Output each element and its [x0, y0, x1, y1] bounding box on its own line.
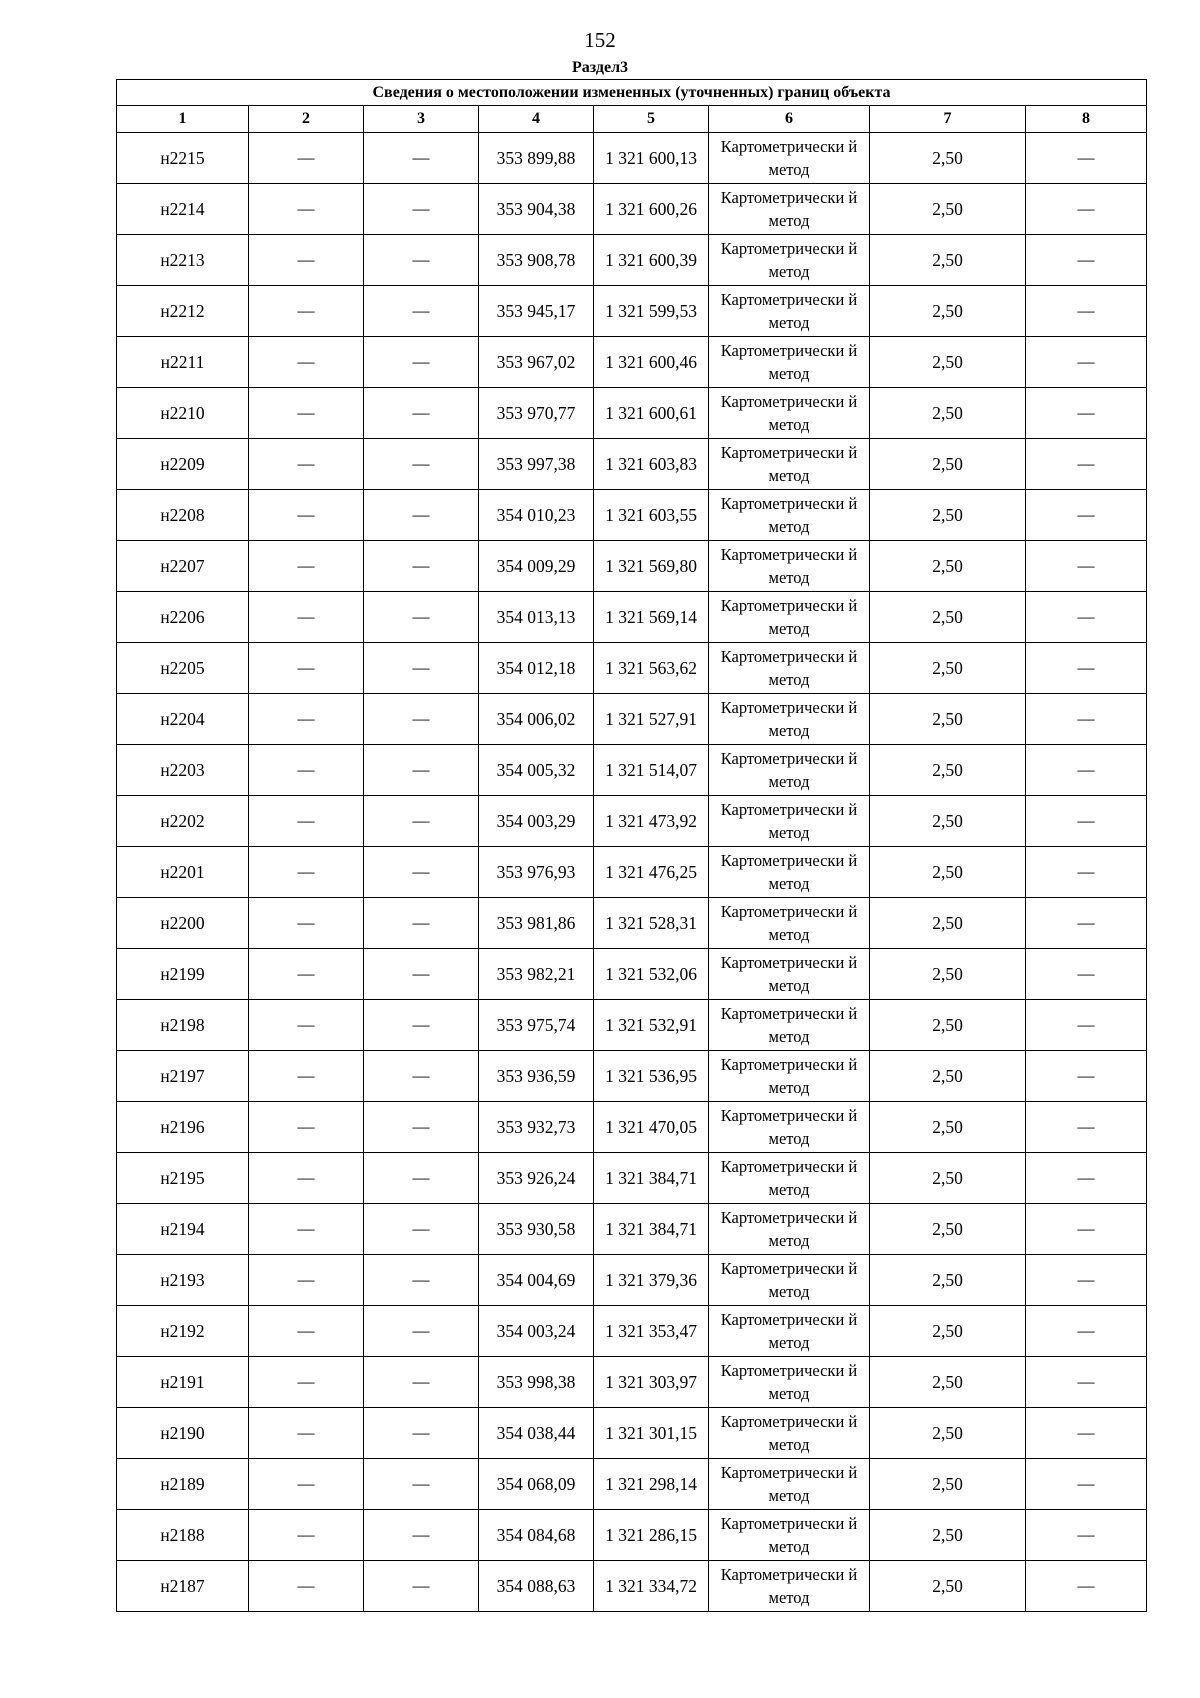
- column-8-cell: —: [1026, 1000, 1147, 1051]
- table-row: [117, 694, 1147, 745]
- column-2-cell: —: [249, 184, 364, 235]
- method-cell: Картометрически й метод: [709, 235, 870, 286]
- table-body: [117, 133, 1147, 1612]
- x-coordinate-cell: 354 003,29: [479, 796, 594, 847]
- table-row: [117, 1510, 1147, 1561]
- x-coordinate-cell: 353 997,38: [479, 439, 594, 490]
- column-2-cell: —: [249, 439, 364, 490]
- column-8-cell: —: [1026, 847, 1147, 898]
- table-row: [117, 1000, 1147, 1051]
- point-number-cell: н2208: [117, 490, 249, 541]
- column-8-cell: —: [1026, 1153, 1147, 1204]
- point-number-cell: н2188: [117, 1510, 249, 1561]
- method-cell: Картометрически й метод: [709, 694, 870, 745]
- column-8-cell: —: [1026, 541, 1147, 592]
- accuracy-cell: 2,50: [870, 1510, 1026, 1561]
- point-number-cell: н2207: [117, 541, 249, 592]
- y-coordinate-cell: 1 321 473,92: [594, 796, 709, 847]
- y-coordinate-cell: 1 321 600,13: [594, 133, 709, 184]
- column-2-cell: —: [249, 1357, 364, 1408]
- x-coordinate-cell: 353 932,73: [479, 1102, 594, 1153]
- accuracy-cell: 2,50: [870, 949, 1026, 1000]
- point-number-cell: н2191: [117, 1357, 249, 1408]
- table-row: [117, 337, 1147, 388]
- x-coordinate-cell: 354 012,18: [479, 643, 594, 694]
- table-caption: Сведения о местоположении измененных (уточненных) границ объекта: [117, 80, 1147, 106]
- column-8-cell: —: [1026, 643, 1147, 694]
- method-cell: Картометрически й метод: [709, 541, 870, 592]
- column-2-cell: —: [249, 1408, 364, 1459]
- column-8-cell: —: [1026, 796, 1147, 847]
- column-number: 4: [479, 106, 594, 133]
- column-2-cell: —: [249, 1102, 364, 1153]
- accuracy-cell: 2,50: [870, 847, 1026, 898]
- method-cell: Картометрически й метод: [709, 643, 870, 694]
- y-coordinate-cell: 1 321 334,72: [594, 1561, 709, 1612]
- method-cell: Картометрически й метод: [709, 898, 870, 949]
- column-2-cell: —: [249, 745, 364, 796]
- accuracy-cell: 2,50: [870, 286, 1026, 337]
- point-number-cell: н2206: [117, 592, 249, 643]
- method-cell: Картометрически й метод: [709, 490, 870, 541]
- accuracy-cell: 2,50: [870, 1357, 1026, 1408]
- y-coordinate-cell: 1 321 384,71: [594, 1204, 709, 1255]
- column-8-cell: —: [1026, 1510, 1147, 1561]
- method-cell: Картометрически й метод: [709, 1459, 870, 1510]
- column-8-cell: —: [1026, 439, 1147, 490]
- y-coordinate-cell: 1 321 600,61: [594, 388, 709, 439]
- method-cell: Картометрически й метод: [709, 1102, 870, 1153]
- column-8-cell: —: [1026, 745, 1147, 796]
- accuracy-cell: 2,50: [870, 898, 1026, 949]
- x-coordinate-cell: 353 926,24: [479, 1153, 594, 1204]
- column-3-cell: —: [364, 1153, 479, 1204]
- column-2-cell: —: [249, 847, 364, 898]
- x-coordinate-cell: 354 010,23: [479, 490, 594, 541]
- point-number-cell: н2213: [117, 235, 249, 286]
- column-number: 8: [1026, 106, 1147, 133]
- column-2-cell: —: [249, 592, 364, 643]
- column-3-cell: —: [364, 643, 479, 694]
- column-2-cell: —: [249, 1204, 364, 1255]
- x-coordinate-cell: 353 967,02: [479, 337, 594, 388]
- column-2-cell: —: [249, 388, 364, 439]
- column-number: 5: [594, 106, 709, 133]
- x-coordinate-cell: 354 013,13: [479, 592, 594, 643]
- accuracy-cell: 2,50: [870, 1255, 1026, 1306]
- method-cell: Картометрически й метод: [709, 388, 870, 439]
- column-3-cell: —: [364, 1357, 479, 1408]
- method-cell: Картометрически й метод: [709, 286, 870, 337]
- table-row: [117, 388, 1147, 439]
- method-cell: Картометрически й метод: [709, 1153, 870, 1204]
- column-number: 6: [709, 106, 870, 133]
- method-cell: Картометрически й метод: [709, 592, 870, 643]
- y-coordinate-cell: 1 321 600,26: [594, 184, 709, 235]
- column-3-cell: —: [364, 1459, 479, 1510]
- column-3-cell: —: [364, 439, 479, 490]
- y-coordinate-cell: 1 321 298,14: [594, 1459, 709, 1510]
- column-3-cell: —: [364, 1204, 479, 1255]
- x-coordinate-cell: 353 975,74: [479, 1000, 594, 1051]
- point-number-cell: н2211: [117, 337, 249, 388]
- accuracy-cell: 2,50: [870, 1000, 1026, 1051]
- accuracy-cell: 2,50: [870, 1204, 1026, 1255]
- point-number-cell: н2189: [117, 1459, 249, 1510]
- accuracy-cell: 2,50: [870, 541, 1026, 592]
- table-row: [117, 1153, 1147, 1204]
- accuracy-cell: 2,50: [870, 1051, 1026, 1102]
- column-3-cell: —: [364, 490, 479, 541]
- y-coordinate-cell: 1 321 603,83: [594, 439, 709, 490]
- column-number: 3: [364, 106, 479, 133]
- table-row: [117, 1051, 1147, 1102]
- column-3-cell: —: [364, 1306, 479, 1357]
- table-row: [117, 184, 1147, 235]
- column-2-cell: —: [249, 1561, 364, 1612]
- y-coordinate-cell: 1 321 536,95: [594, 1051, 709, 1102]
- x-coordinate-cell: 353 908,78: [479, 235, 594, 286]
- column-8-cell: —: [1026, 490, 1147, 541]
- column-8-cell: —: [1026, 1357, 1147, 1408]
- x-coordinate-cell: 354 004,69: [479, 1255, 594, 1306]
- point-number-cell: н2200: [117, 898, 249, 949]
- accuracy-cell: 2,50: [870, 592, 1026, 643]
- point-number-cell: н2190: [117, 1408, 249, 1459]
- column-8-cell: —: [1026, 235, 1147, 286]
- method-cell: Картометрически й метод: [709, 184, 870, 235]
- table-row: [117, 796, 1147, 847]
- column-2-cell: —: [249, 796, 364, 847]
- table-row: [117, 439, 1147, 490]
- table-row: [117, 745, 1147, 796]
- accuracy-cell: 2,50: [870, 1102, 1026, 1153]
- accuracy-cell: 2,50: [870, 1153, 1026, 1204]
- column-3-cell: —: [364, 898, 479, 949]
- x-coordinate-cell: 353 904,38: [479, 184, 594, 235]
- column-number: 7: [870, 106, 1026, 133]
- column-8-cell: —: [1026, 1561, 1147, 1612]
- y-coordinate-cell: 1 321 301,15: [594, 1408, 709, 1459]
- table-row: [117, 949, 1147, 1000]
- table-row: [117, 592, 1147, 643]
- method-cell: Картометрически й метод: [709, 1306, 870, 1357]
- column-3-cell: —: [364, 592, 479, 643]
- column-2-cell: —: [249, 898, 364, 949]
- point-number-cell: н2214: [117, 184, 249, 235]
- accuracy-cell: 2,50: [870, 184, 1026, 235]
- table-row: [117, 1306, 1147, 1357]
- point-number-cell: н2197: [117, 1051, 249, 1102]
- column-2-cell: —: [249, 1459, 364, 1510]
- column-2-cell: —: [249, 286, 364, 337]
- column-8-cell: —: [1026, 694, 1147, 745]
- x-coordinate-cell: 353 981,86: [479, 898, 594, 949]
- point-number-cell: н2209: [117, 439, 249, 490]
- x-coordinate-cell: 353 970,77: [479, 388, 594, 439]
- point-number-cell: н2195: [117, 1153, 249, 1204]
- x-coordinate-cell: 354 003,24: [479, 1306, 594, 1357]
- table-row: [117, 1255, 1147, 1306]
- column-3-cell: —: [364, 1561, 479, 1612]
- accuracy-cell: 2,50: [870, 439, 1026, 490]
- column-8-cell: —: [1026, 1408, 1147, 1459]
- table-row: [117, 1102, 1147, 1153]
- y-coordinate-cell: 1 321 528,31: [594, 898, 709, 949]
- x-coordinate-cell: 354 088,63: [479, 1561, 594, 1612]
- method-cell: Картометрически й метод: [709, 133, 870, 184]
- x-coordinate-cell: 354 084,68: [479, 1510, 594, 1561]
- x-coordinate-cell: 353 982,21: [479, 949, 594, 1000]
- point-number-cell: н2193: [117, 1255, 249, 1306]
- column-8-cell: —: [1026, 184, 1147, 235]
- y-coordinate-cell: 1 321 569,14: [594, 592, 709, 643]
- column-3-cell: —: [364, 388, 479, 439]
- method-cell: Картометрически й метод: [709, 1561, 870, 1612]
- accuracy-cell: 2,50: [870, 235, 1026, 286]
- column-8-cell: —: [1026, 1051, 1147, 1102]
- x-coordinate-cell: 353 899,88: [479, 133, 594, 184]
- accuracy-cell: 2,50: [870, 490, 1026, 541]
- point-number-cell: н2192: [117, 1306, 249, 1357]
- method-cell: Картометрически й метод: [709, 1051, 870, 1102]
- column-3-cell: —: [364, 337, 479, 388]
- y-coordinate-cell: 1 321 303,97: [594, 1357, 709, 1408]
- page-number: 152: [584, 28, 616, 52]
- accuracy-cell: 2,50: [870, 1408, 1026, 1459]
- point-number-cell: н2199: [117, 949, 249, 1000]
- column-2-cell: —: [249, 235, 364, 286]
- point-number-cell: н2210: [117, 388, 249, 439]
- point-number-cell: н2196: [117, 1102, 249, 1153]
- column-3-cell: —: [364, 1510, 479, 1561]
- point-number-cell: н2205: [117, 643, 249, 694]
- y-coordinate-cell: 1 321 476,25: [594, 847, 709, 898]
- point-number-cell: н2198: [117, 1000, 249, 1051]
- y-coordinate-cell: 1 321 532,91: [594, 1000, 709, 1051]
- y-coordinate-cell: 1 321 599,53: [594, 286, 709, 337]
- column-8-cell: —: [1026, 1255, 1147, 1306]
- table-row: [117, 1204, 1147, 1255]
- y-coordinate-cell: 1 321 514,07: [594, 745, 709, 796]
- column-2-cell: —: [249, 490, 364, 541]
- column-8-cell: —: [1026, 133, 1147, 184]
- coordinates-table: [116, 79, 1147, 1612]
- column-3-cell: —: [364, 796, 479, 847]
- y-coordinate-cell: 1 321 603,55: [594, 490, 709, 541]
- y-coordinate-cell: 1 321 470,05: [594, 1102, 709, 1153]
- y-coordinate-cell: 1 321 527,91: [594, 694, 709, 745]
- column-2-cell: —: [249, 949, 364, 1000]
- point-number-cell: н2201: [117, 847, 249, 898]
- x-coordinate-cell: 354 068,09: [479, 1459, 594, 1510]
- table-row: [117, 847, 1147, 898]
- column-3-cell: —: [364, 694, 479, 745]
- column-number: 1: [117, 106, 249, 133]
- x-coordinate-cell: 354 038,44: [479, 1408, 594, 1459]
- accuracy-cell: 2,50: [870, 796, 1026, 847]
- method-cell: Картометрически й метод: [709, 1408, 870, 1459]
- y-coordinate-cell: 1 321 563,62: [594, 643, 709, 694]
- column-3-cell: —: [364, 133, 479, 184]
- table-row: [117, 133, 1147, 184]
- y-coordinate-cell: 1 321 353,47: [594, 1306, 709, 1357]
- column-3-cell: —: [364, 745, 479, 796]
- column-2-cell: —: [249, 133, 364, 184]
- accuracy-cell: 2,50: [870, 337, 1026, 388]
- column-8-cell: —: [1026, 337, 1147, 388]
- column-3-cell: —: [364, 847, 479, 898]
- accuracy-cell: 2,50: [870, 745, 1026, 796]
- x-coordinate-cell: 354 009,29: [479, 541, 594, 592]
- method-cell: Картометрически й метод: [709, 1000, 870, 1051]
- column-2-cell: —: [249, 1153, 364, 1204]
- column-8-cell: —: [1026, 1306, 1147, 1357]
- section-label: Раздел3: [571, 59, 629, 76]
- method-cell: Картометрически й метод: [709, 847, 870, 898]
- x-coordinate-cell: 353 976,93: [479, 847, 594, 898]
- x-coordinate-cell: 353 936,59: [479, 1051, 594, 1102]
- accuracy-cell: 2,50: [870, 133, 1026, 184]
- table-row: [117, 643, 1147, 694]
- column-3-cell: —: [364, 1051, 479, 1102]
- table-row: [117, 1459, 1147, 1510]
- y-coordinate-cell: 1 321 532,06: [594, 949, 709, 1000]
- column-3-cell: —: [364, 1102, 479, 1153]
- method-cell: Картометрически й метод: [709, 1510, 870, 1561]
- column-3-cell: —: [364, 1255, 479, 1306]
- method-cell: Картометрически й метод: [709, 949, 870, 1000]
- column-3-cell: —: [364, 1408, 479, 1459]
- table-row: [117, 490, 1147, 541]
- accuracy-cell: 2,50: [870, 1306, 1026, 1357]
- y-coordinate-cell: 1 321 379,36: [594, 1255, 709, 1306]
- column-8-cell: —: [1026, 388, 1147, 439]
- point-number-cell: н2215: [117, 133, 249, 184]
- table-row: [117, 1561, 1147, 1612]
- column-8-cell: —: [1026, 592, 1147, 643]
- point-number-cell: н2204: [117, 694, 249, 745]
- x-coordinate-cell: 353 945,17: [479, 286, 594, 337]
- point-number-cell: н2194: [117, 1204, 249, 1255]
- x-coordinate-cell: 353 930,58: [479, 1204, 594, 1255]
- x-coordinate-cell: 354 006,02: [479, 694, 594, 745]
- x-coordinate-cell: 353 998,38: [479, 1357, 594, 1408]
- column-number: 2: [249, 106, 364, 133]
- column-3-cell: —: [364, 235, 479, 286]
- y-coordinate-cell: 1 321 384,71: [594, 1153, 709, 1204]
- column-3-cell: —: [364, 286, 479, 337]
- column-8-cell: —: [1026, 286, 1147, 337]
- method-cell: Картометрически й метод: [709, 1357, 870, 1408]
- accuracy-cell: 2,50: [870, 694, 1026, 745]
- accuracy-cell: 2,50: [870, 388, 1026, 439]
- column-3-cell: —: [364, 1000, 479, 1051]
- column-8-cell: —: [1026, 1204, 1147, 1255]
- column-2-cell: —: [249, 643, 364, 694]
- table-row: [117, 235, 1147, 286]
- accuracy-cell: 2,50: [870, 1459, 1026, 1510]
- column-3-cell: —: [364, 949, 479, 1000]
- column-3-cell: —: [364, 184, 479, 235]
- column-2-cell: —: [249, 1306, 364, 1357]
- x-coordinate-cell: 354 005,32: [479, 745, 594, 796]
- column-2-cell: —: [249, 541, 364, 592]
- column-3-cell: —: [364, 541, 479, 592]
- point-number-cell: н2202: [117, 796, 249, 847]
- column-2-cell: —: [249, 694, 364, 745]
- method-cell: Картометрически й метод: [709, 1204, 870, 1255]
- y-coordinate-cell: 1 321 286,15: [594, 1510, 709, 1561]
- table-row: [117, 1408, 1147, 1459]
- method-cell: Картометрически й метод: [709, 796, 870, 847]
- accuracy-cell: 2,50: [870, 1561, 1026, 1612]
- table-row: [117, 898, 1147, 949]
- column-2-cell: —: [249, 1051, 364, 1102]
- table-row: [117, 541, 1147, 592]
- column-2-cell: —: [249, 1510, 364, 1561]
- point-number-cell: н2212: [117, 286, 249, 337]
- accuracy-cell: 2,50: [870, 643, 1026, 694]
- column-8-cell: —: [1026, 1459, 1147, 1510]
- y-coordinate-cell: 1 321 569,80: [594, 541, 709, 592]
- column-8-cell: —: [1026, 898, 1147, 949]
- column-2-cell: —: [249, 337, 364, 388]
- column-2-cell: —: [249, 1255, 364, 1306]
- column-8-cell: —: [1026, 1102, 1147, 1153]
- column-8-cell: —: [1026, 949, 1147, 1000]
- method-cell: Картометрически й метод: [709, 439, 870, 490]
- y-coordinate-cell: 1 321 600,46: [594, 337, 709, 388]
- method-cell: Картометрически й метод: [709, 337, 870, 388]
- column-2-cell: —: [249, 1000, 364, 1051]
- point-number-cell: н2187: [117, 1561, 249, 1612]
- y-coordinate-cell: 1 321 600,39: [594, 235, 709, 286]
- point-number-cell: н2203: [117, 745, 249, 796]
- method-cell: Картометрически й метод: [709, 1255, 870, 1306]
- method-cell: Картометрически й метод: [709, 745, 870, 796]
- table-row: [117, 1357, 1147, 1408]
- table-row: [117, 286, 1147, 337]
